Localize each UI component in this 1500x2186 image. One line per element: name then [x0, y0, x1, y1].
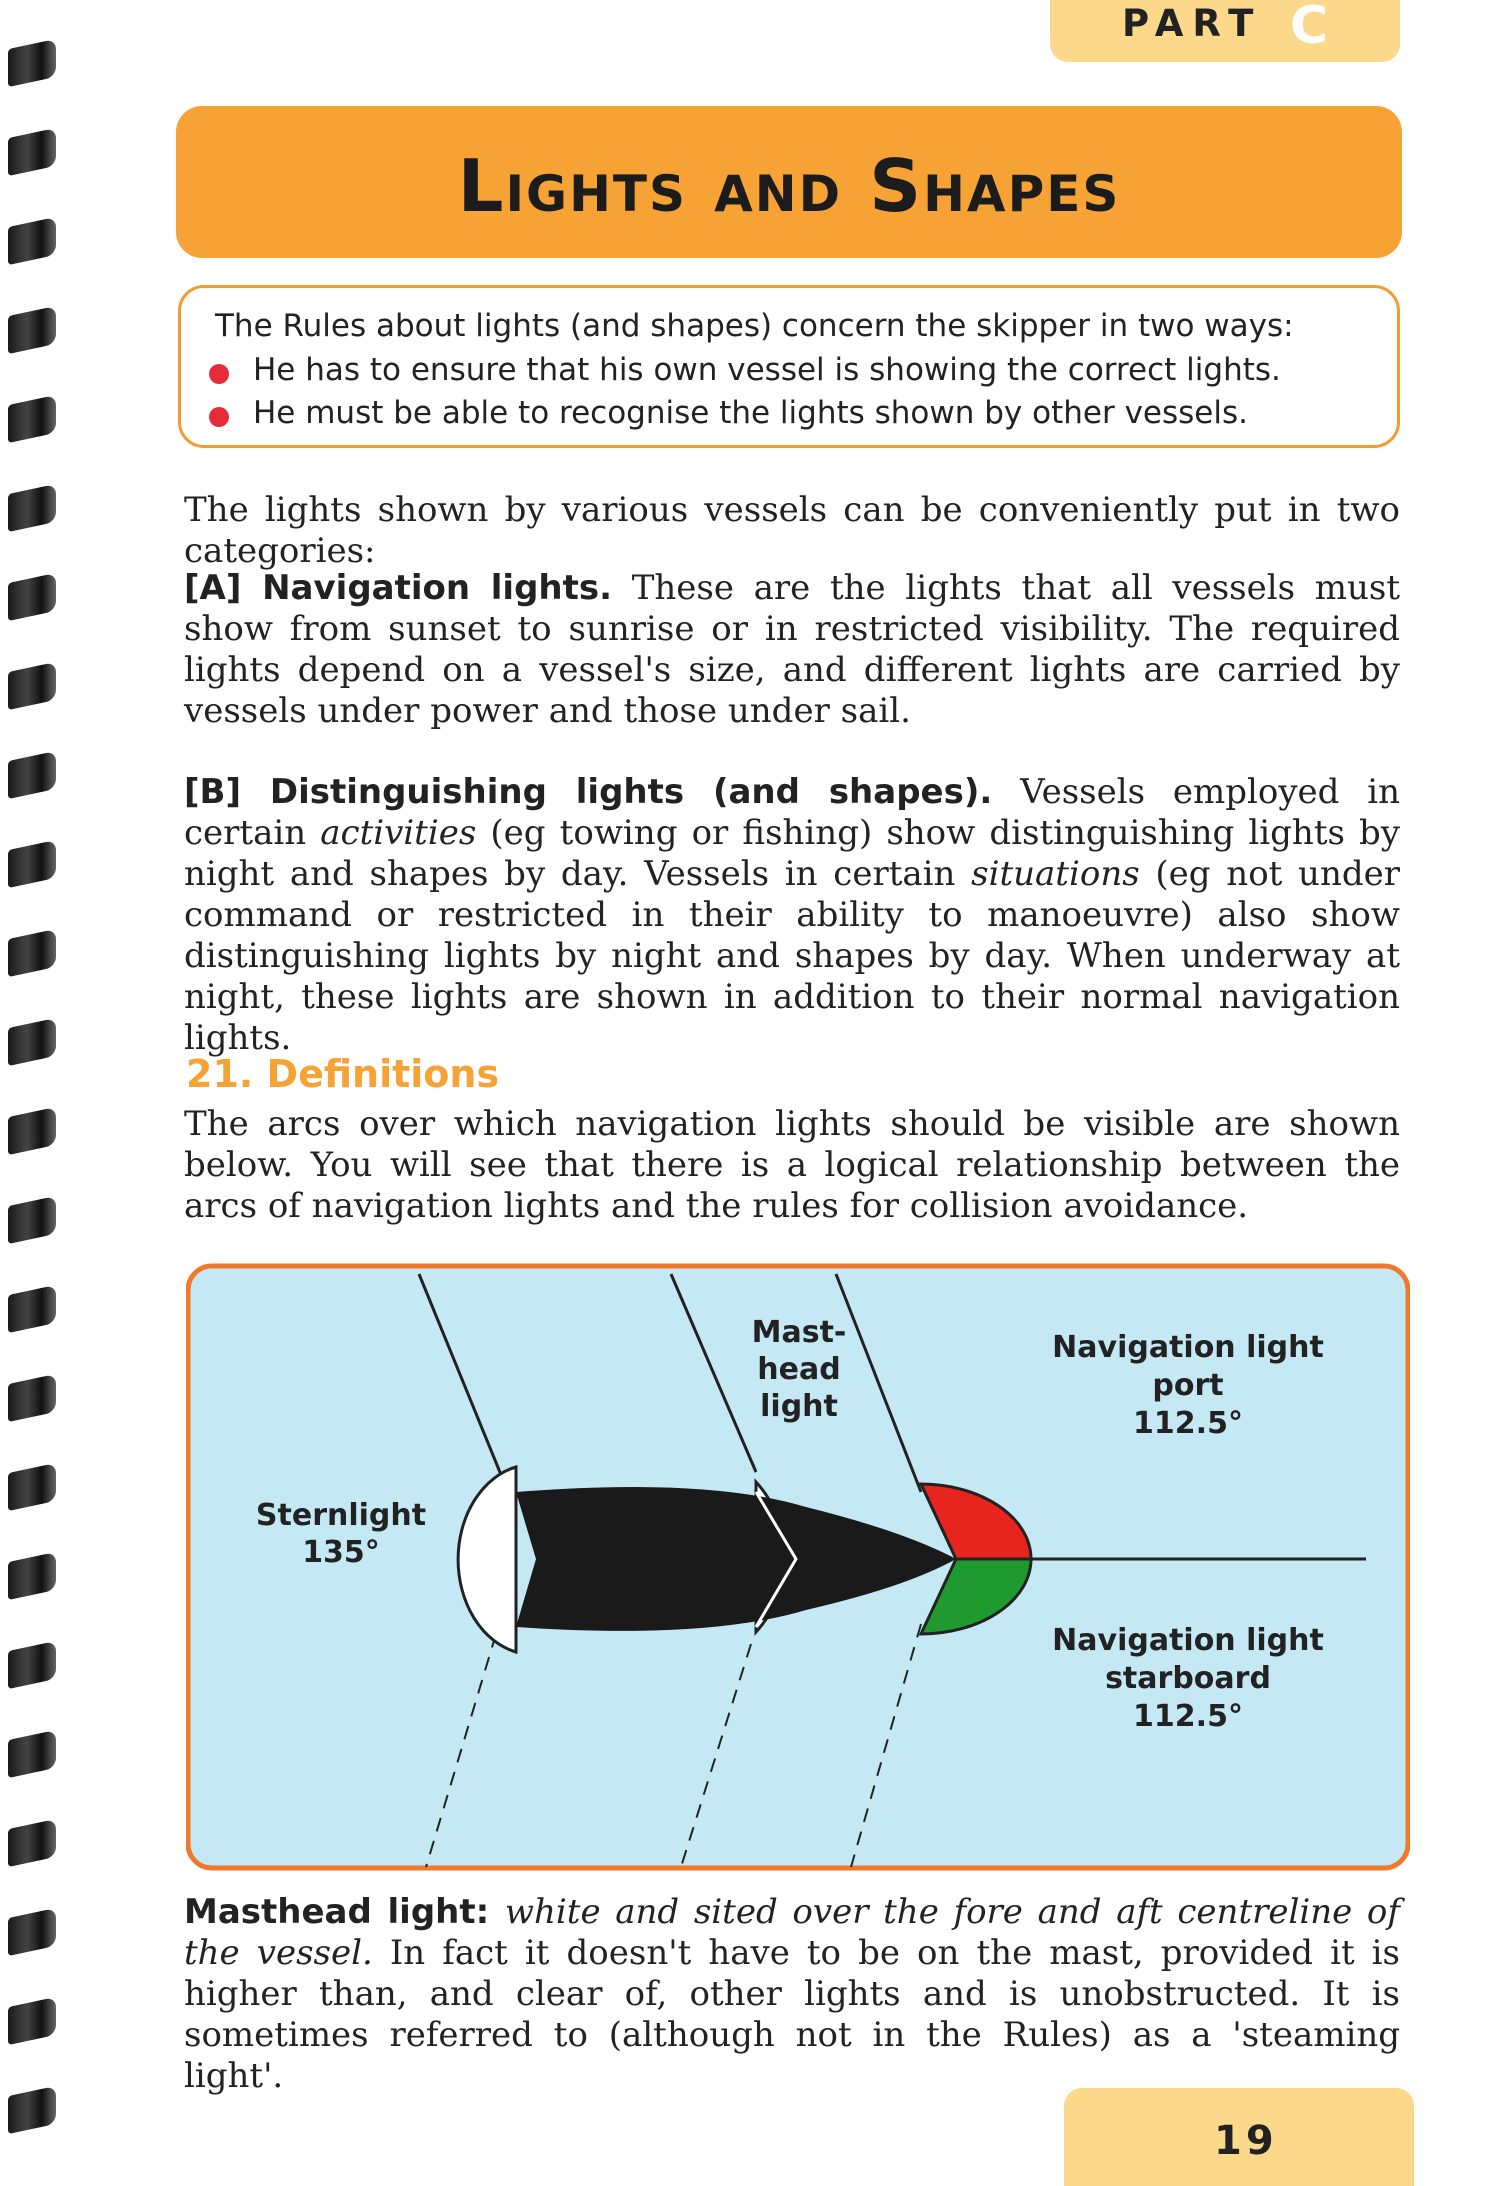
port-angle: 112.5°	[1133, 1406, 1243, 1441]
spiral-coil	[8, 306, 56, 354]
spiral-coil	[8, 1018, 56, 1066]
page-number-tab	[1064, 2088, 1414, 2186]
part-tab	[1050, 0, 1400, 62]
sternlight-angle: 135°	[302, 1535, 380, 1570]
spiral-coil	[8, 484, 56, 532]
spiral-coil	[8, 1819, 56, 1867]
bullet-dot-icon	[209, 364, 229, 384]
category-a	[184, 568, 1400, 732]
masthead-paragraph	[184, 1892, 1400, 2097]
category-b	[184, 772, 1400, 1059]
intro-bullet: He must be able to recognise the lights shown by other vessels.	[253, 395, 1248, 431]
page-number: 19	[1214, 2118, 1278, 2164]
spiral-coil	[8, 1552, 56, 1600]
spiral-coil	[8, 840, 56, 888]
spiral-coil	[8, 1908, 56, 1956]
port-label-1: Navigation light	[1052, 1330, 1324, 1365]
spiral-coil	[8, 662, 56, 710]
spiral-binding	[0, 0, 70, 2186]
masthead-label-2: head	[757, 1352, 841, 1387]
navigation-lights-diagram	[186, 1262, 1410, 1872]
starboard-label-2: starboard	[1105, 1661, 1271, 1696]
category-b-text-1: Vessels employed in certain	[184, 772, 1401, 853]
section-title: 21. Definitions	[186, 1052, 500, 1096]
spiral-coil	[8, 1730, 56, 1778]
sternlight-label: Sternlight	[255, 1498, 427, 1533]
spiral-coil	[8, 1374, 56, 1422]
intro-lead: The Rules about lights (and shapes) concern the skipper in two ways:	[215, 308, 1294, 344]
spiral-coil	[8, 2086, 56, 2134]
category-a-heading: [A] Navigation lights.	[184, 568, 613, 608]
starboard-angle: 112.5°	[1133, 1699, 1243, 1734]
masthead-label-1: Mast-	[751, 1315, 847, 1350]
bullet-dot-icon	[209, 407, 229, 427]
masthead-text: In fact it doesn't have to be on the mast, provided it is higher than, and clear of, other lights and is unobstructed. It is sometimes referred to (although not in the Rules) as a 'steaming light'.	[184, 1933, 1401, 2096]
title-banner	[176, 106, 1402, 258]
section-text: The arcs over which navigation lights should be visible are shown below. You will see that there is a logical relationship between the arcs of navigation lights and the rules for collision avoidance.	[184, 1104, 1400, 1226]
spiral-coil	[8, 1641, 56, 1689]
spiral-coil	[8, 217, 56, 265]
masthead-heading: Masthead light:	[184, 1892, 505, 1932]
intro-bullet: He has to ensure that his own vessel is showing the correct lights.	[253, 352, 1281, 388]
category-b-text-2: (eg towing or fishing) show distinguishing lights by night and shapes by day. Vessels in certain	[184, 813, 1401, 894]
spiral-coil	[8, 1285, 56, 1333]
spiral-coil	[8, 1107, 56, 1155]
spiral-coil	[8, 929, 56, 977]
masthead-italic: white and sited over the fore and aft centreline of the vessel.	[184, 1892, 1400, 1973]
spiral-coil	[8, 39, 56, 87]
page-title: Lights and Shapes	[457, 144, 1121, 228]
spiral-coil	[8, 1463, 56, 1511]
spiral-coil	[8, 573, 56, 621]
spiral-coil	[8, 128, 56, 176]
category-b-heading: [B] Distinguishing lights (and shapes).	[184, 772, 993, 812]
part-label: PART	[1122, 2, 1263, 45]
masthead-label-3: light	[760, 1389, 838, 1424]
category-a-text: These are the lights that all vessels must show from sunset to sunrise or in restricted visibility. The required lights depend on a vessel's size, and different lights are carried by vessels under power and those under sail.	[184, 568, 1400, 731]
starboard-label-1: Navigation light	[1052, 1623, 1324, 1658]
spiral-coil	[8, 1196, 56, 1244]
category-b-text-3: (eg not under command or restricted in their ability to manoeuvre) also show distinguishing lights by night and shapes by day. When underway at night, these lights are shown in addition to their normal navigation lights.	[184, 854, 1400, 1058]
part-letter: C	[1290, 0, 1329, 56]
port-label-2: port	[1152, 1368, 1224, 1403]
spiral-coil	[8, 751, 56, 799]
spiral-coil	[8, 395, 56, 443]
intro-box	[178, 285, 1400, 448]
category-b-situations: situations	[971, 854, 1140, 894]
categories-intro: The lights shown by various vessels can be conveniently put in two categories:	[184, 490, 1400, 571]
spiral-coil	[8, 1997, 56, 2045]
category-b-activities: activities	[320, 813, 477, 853]
